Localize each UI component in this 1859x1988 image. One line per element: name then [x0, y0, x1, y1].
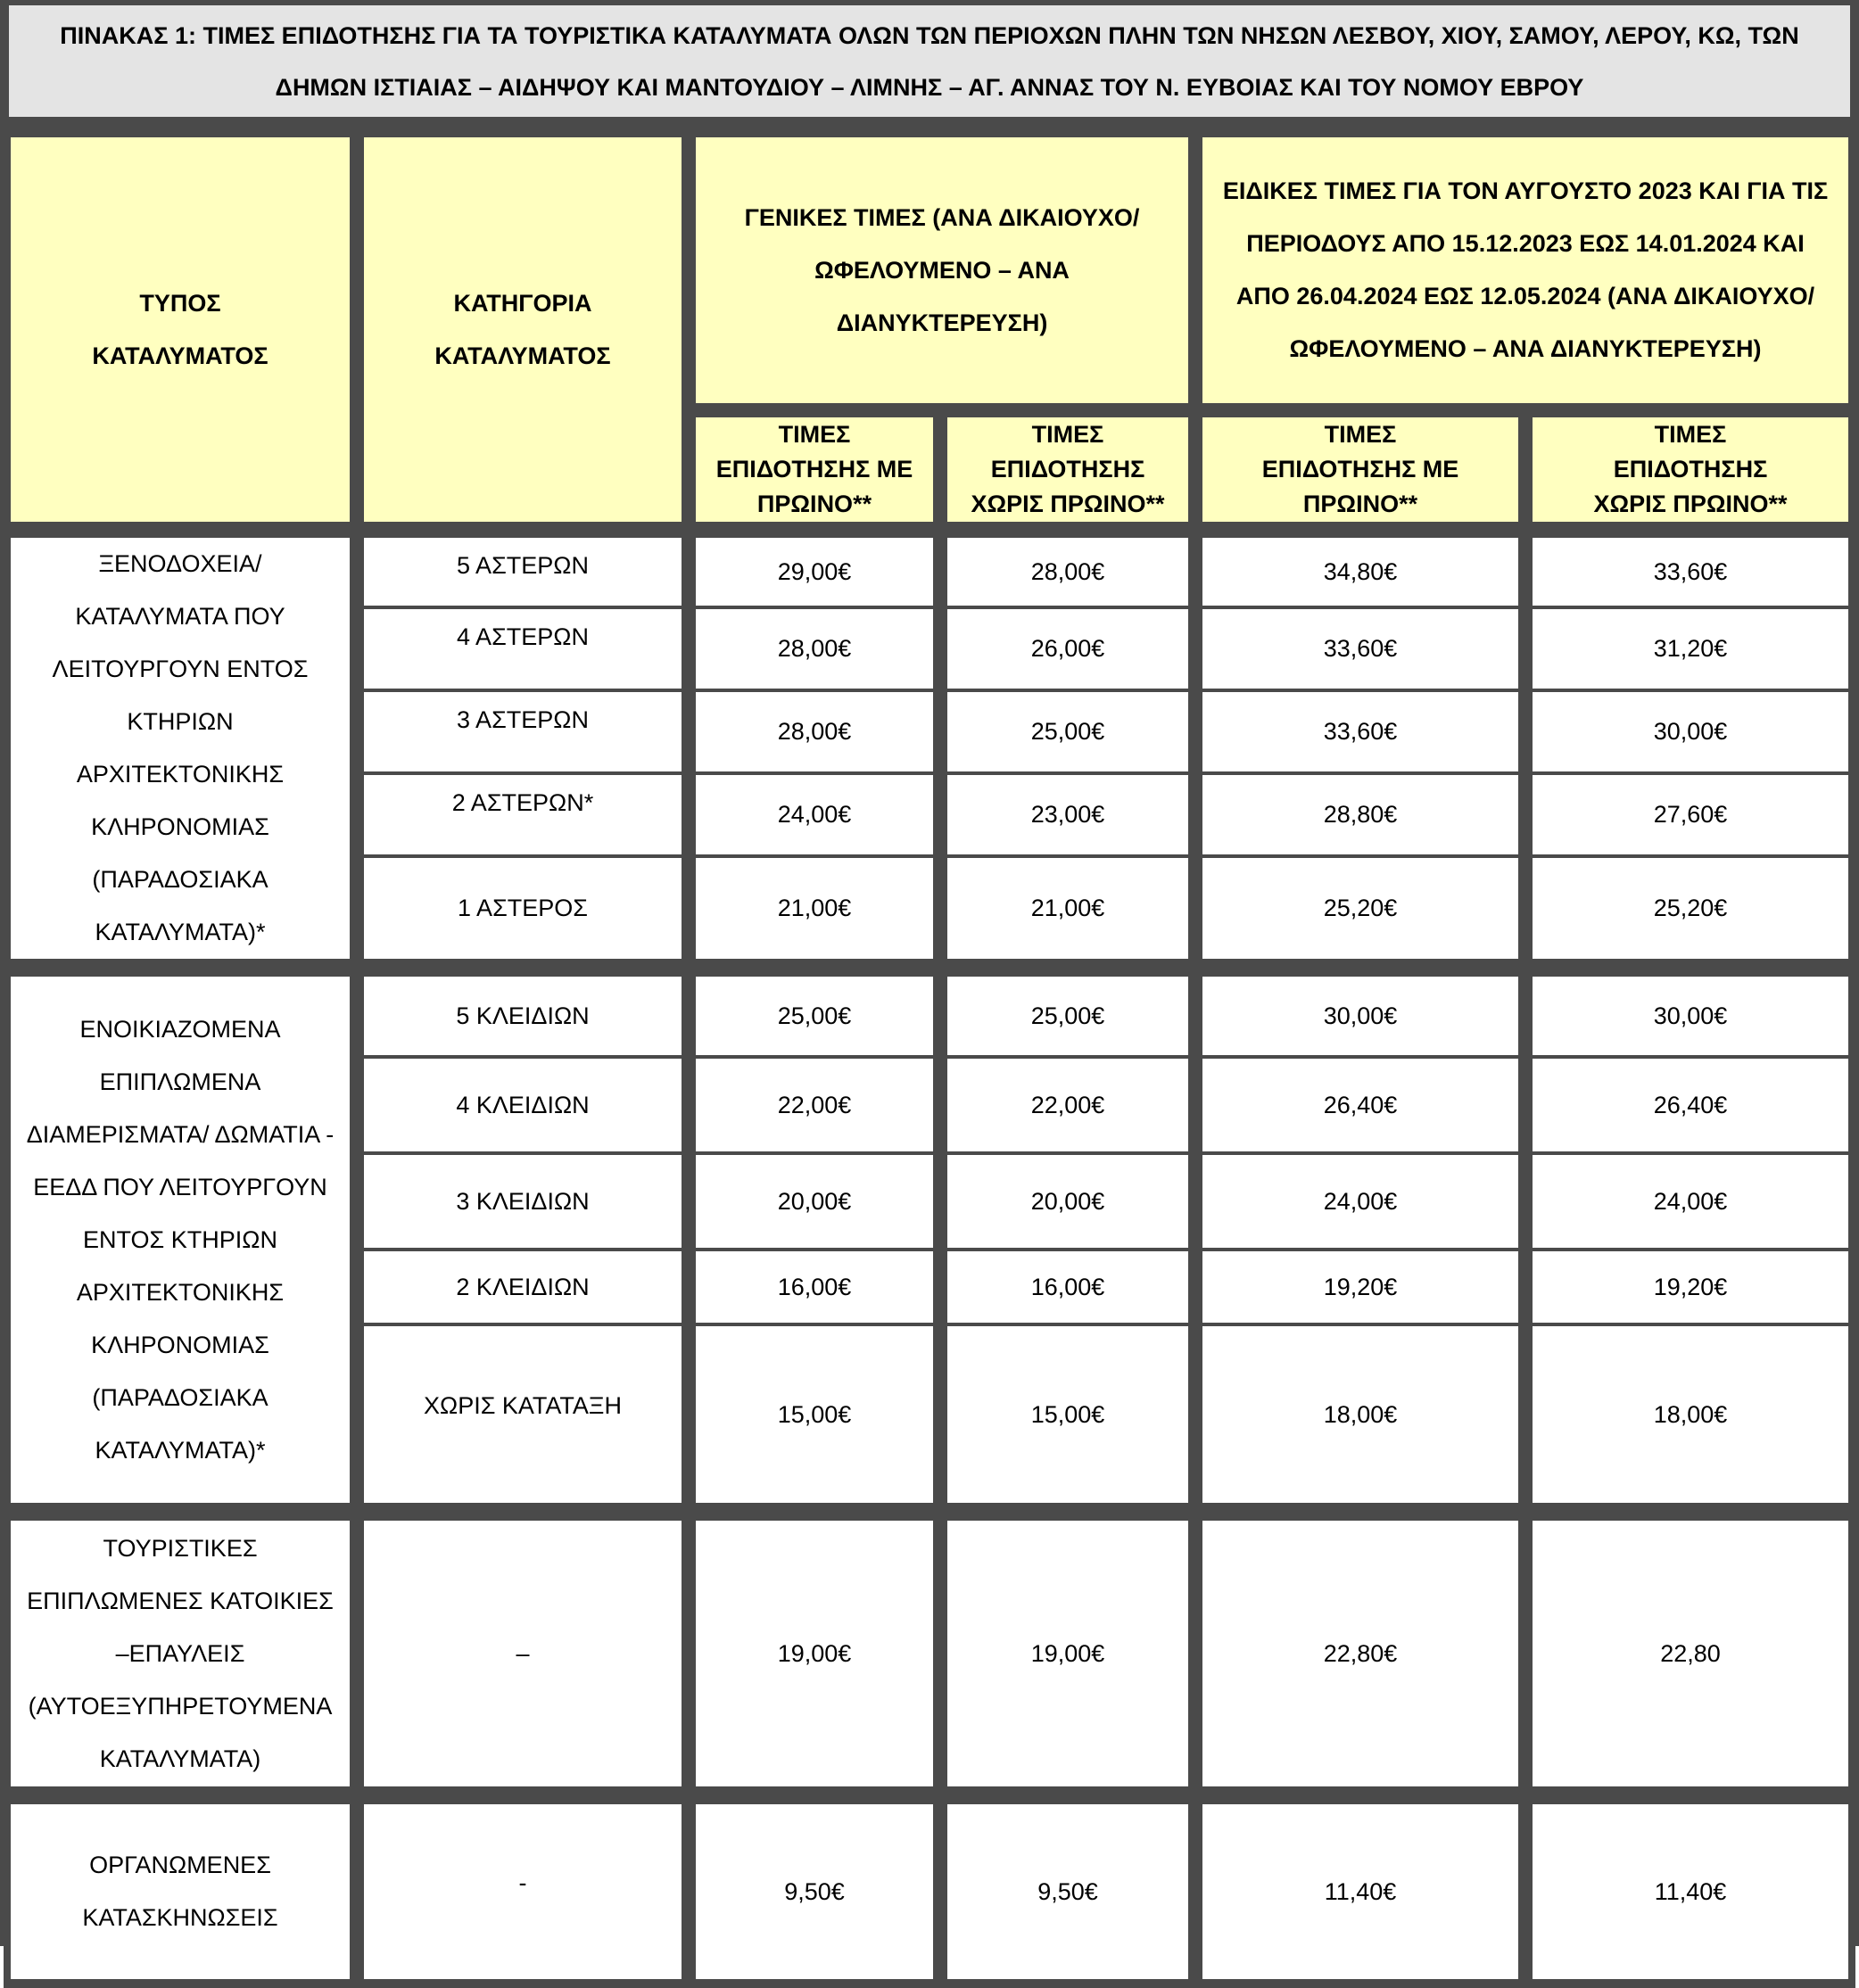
- category-cell: ΧΩΡΙΣ ΚΑΤΑΤΑΞΗ: [357, 1324, 689, 1512]
- table-title-box: [9, 5, 1850, 117]
- price-general-without-breakfast: 19,00€: [940, 1512, 1195, 1795]
- category-cell: 3 ΚΛΕΙΔΙΩΝ: [357, 1153, 689, 1250]
- price-general-without-breakfast: 22,00€: [940, 1057, 1195, 1153]
- category-cell: 2 ΚΛΕΙΔΙΩΝ: [357, 1250, 689, 1324]
- price-special-without-breakfast: 31,20€: [1525, 607, 1855, 690]
- header-general-with-breakfast: ΤΙΜΕΣ ΕΠΙΔΟΤΗΣΗΣ ΜΕ ΠΡΩΙΝΟ**: [689, 410, 940, 529]
- category-cell: 2 ΑΣΤΕΡΩΝ*: [357, 773, 689, 856]
- header-special-prices: ΕΙΔΙΚΕΣ ΤΙΜΕΣ ΓΙΑ ΤΟΝ ΑΥΓΟΥΣΤΟ 2023 ΚΑΙ ΓΙΑ ΤΙΣ ΠΕΡΙΟΔΟΥΣ ΑΠΟ 15.12.2023 ΕΩΣ 14.01.2024 ΚΑΙ ΑΠΟ 26.04.2024 ΕΩΣ 12.05.2024 (ΑΝΑ ΔΙΚΑΙΟΥΧΟ/ΩΦΕΛΟΥΜΕΝΟ – ΑΝΑ ΔΙΑΝΥΚΤΕΡΕΥΣΗ): [1195, 130, 1855, 410]
- category-cell: 5 ΚΛΕΙΔΙΩΝ: [357, 968, 689, 1057]
- price-special-without-breakfast: 18,00€: [1525, 1324, 1855, 1512]
- category-cell: 5 ΑΣΤΕΡΩΝ: [357, 529, 689, 607]
- price-general-without-breakfast: 23,00€: [940, 773, 1195, 856]
- price-general-without-breakfast: 25,00€: [940, 690, 1195, 773]
- accommodation-type-hotels: ΞΕΝΟΔΟΧΕΙΑ/ ΚΑΤΑΛΥΜΑΤΑ ΠΟΥ ΛΕΙΤΟΥΡΓΟΥΝ ΕΝΤΟΣ ΚΤΗΡΙΩΝ ΑΡΧΙΤΕΚΤΟΝΙΚΗΣ ΚΛΗΡΟΝΟΜΙΑΣ (ΠΑΡΑΔΟΣΙΑΚΑ ΚΑΤΑΛΥΜΑΤΑ)*: [4, 529, 357, 968]
- price-general-with-breakfast: 15,00€: [689, 1324, 940, 1512]
- category-cell: –: [357, 1512, 689, 1795]
- table-row: [4, 968, 1855, 1057]
- price-general-without-breakfast: 16,00€: [940, 1250, 1195, 1324]
- price-special-without-breakfast: 25,20€: [1525, 856, 1855, 968]
- price-general-with-breakfast: 16,00€: [689, 1250, 940, 1324]
- table-row: [4, 529, 1855, 607]
- header-general-without-breakfast: ΤΙΜΕΣ ΕΠΙΔΟΤΗΣΗΣ ΧΩΡΙΣ ΠΡΩΙΝΟ**: [940, 410, 1195, 529]
- price-general-with-breakfast: 22,00€: [689, 1057, 940, 1153]
- price-special-without-breakfast: 30,00€: [1525, 968, 1855, 1057]
- table-row: [4, 1512, 1855, 1795]
- header-type: ΤΥΠΟΣ ΚΑΤΑΛΥΜΑΤΟΣ: [4, 130, 357, 529]
- price-general-without-breakfast: 9,50€: [940, 1795, 1195, 1988]
- price-special-with-breakfast: 26,40€: [1195, 1057, 1525, 1153]
- price-special-with-breakfast: 28,80€: [1195, 773, 1525, 856]
- price-special-without-breakfast: 24,00€: [1525, 1153, 1855, 1250]
- category-cell: 1 ΑΣΤΕΡΟΣ: [357, 856, 689, 968]
- price-special-with-breakfast: 11,40€: [1195, 1795, 1525, 1988]
- price-general-with-breakfast: 24,00€: [689, 773, 940, 856]
- price-special-with-breakfast: 24,00€: [1195, 1153, 1525, 1250]
- category-cell: -: [357, 1795, 689, 1988]
- price-general-with-breakfast: 25,00€: [689, 968, 940, 1057]
- price-general-without-breakfast: 26,00€: [940, 607, 1195, 690]
- price-special-with-breakfast: 18,00€: [1195, 1324, 1525, 1512]
- price-special-with-breakfast: 34,80€: [1195, 529, 1525, 607]
- category-cell: 4 ΑΣΤΕΡΩΝ: [357, 607, 689, 690]
- header-category: ΚΑΤΗΓΟΡΙΑ ΚΑΤΑΛΥΜΑΤΟΣ: [357, 130, 689, 529]
- price-general-without-breakfast: 21,00€: [940, 856, 1195, 968]
- accommodation-type-campsites: ΟΡΓΑΝΩΜΕΝΕΣ ΚΑΤΑΣΚΗΝΩΣΕΙΣ: [4, 1795, 357, 1988]
- price-general-without-breakfast: 28,00€: [940, 529, 1195, 607]
- price-special-with-breakfast: 19,20€: [1195, 1250, 1525, 1324]
- price-special-with-breakfast: 30,00€: [1195, 968, 1525, 1057]
- price-special-with-breakfast: 33,60€: [1195, 690, 1525, 773]
- category-cell: 4 ΚΛΕΙΔΙΩΝ: [357, 1057, 689, 1153]
- price-special-with-breakfast: 25,20€: [1195, 856, 1525, 968]
- price-special-without-breakfast: 27,60€: [1525, 773, 1855, 856]
- price-special-without-breakfast: 26,40€: [1525, 1057, 1855, 1153]
- price-general-without-breakfast: 25,00€: [940, 968, 1195, 1057]
- header-special-with-breakfast: ΤΙΜΕΣ ΕΠΙΔΟΤΗΣΗΣ ΜΕ ΠΡΩΙΝΟ**: [1195, 410, 1525, 529]
- price-general-without-breakfast: 20,00€: [940, 1153, 1195, 1250]
- price-general-with-breakfast: 9,50€: [689, 1795, 940, 1988]
- price-special-without-breakfast: 33,60€: [1525, 529, 1855, 607]
- header-row-top: [4, 130, 1855, 410]
- price-special-without-breakfast: 11,40€: [1525, 1795, 1855, 1988]
- price-special-with-breakfast: 33,60€: [1195, 607, 1525, 690]
- price-general-with-breakfast: 28,00€: [689, 607, 940, 690]
- price-general-with-breakfast: 20,00€: [689, 1153, 940, 1250]
- price-special-without-breakfast: 30,00€: [1525, 690, 1855, 773]
- category-cell: 3 ΑΣΤΕΡΩΝ: [357, 690, 689, 773]
- table-title: ΠΙΝΑΚΑΣ 1: ΤΙΜΕΣ ΕΠΙΔΟΤΗΣΗΣ ΓΙΑ ΤΑ ΤΟΥΡΙΣΤΙΚΑ ΚΑΤΑΛΥΜΑΤΑ ΟΛΩΝ ΤΩΝ ΠΕΡΙΟΧΩΝ ΠΛΗΝ ΤΩΝ ΝΗΣΩΝ ΛΕΣΒΟΥ, ΧΙΟΥ, ΣΑΜΟΥ, ΛΕΡΟΥ, ΚΩ, ΤΩΝ ΔΗΜΩΝ ΙΣΤΙΑΙΑΣ – ΑΙΔΗΨΟΥ ΚΑΙ ΜΑΝΤΟΥΔΙΟΥ – ΛΙΜΝΗΣ – ΑΓ. ΑΝΝΑΣ ΤΟΥ Ν. ΕΥΒΟΙΑΣ ΚΑΙ ΤΟΥ ΝΟΜΟΥ ΕΒΡΟΥ: [60, 21, 1799, 101]
- table-row: [4, 1795, 1855, 1988]
- accommodation-type-villas: ΤΟΥΡΙΣΤΙΚΕΣ ΕΠΙΠΛΩΜΕΝΕΣ ΚΑΤΟΙΚΙΕΣ –ΕΠΑΥΛΕΙΣ (ΑΥΤΟΕΞΥΠΗΡΕΤΟΥΜΕΝΑ ΚΑΤΑΛΥΜΑΤΑ): [4, 1512, 357, 1795]
- price-special-without-breakfast: 22,80: [1525, 1512, 1855, 1795]
- price-general-with-breakfast: 19,00€: [689, 1512, 940, 1795]
- price-general-without-breakfast: 15,00€: [940, 1324, 1195, 1512]
- price-special-with-breakfast: 22,80€: [1195, 1512, 1525, 1795]
- price-special-without-breakfast: 19,20€: [1525, 1250, 1855, 1324]
- price-general-with-breakfast: 21,00€: [689, 856, 940, 968]
- accommodation-type-rooms: ΕΝΟΙΚΙΑΖΟΜΕΝΑ ΕΠΙΠΛΩΜΕΝΑ ΔΙΑΜΕΡΙΣΜΑΤΑ/ ΔΩΜΑΤΙΑ - ΕΕΔΔ ΠΟΥ ΛΕΙΤΟΥΡΓΟΥΝ ΕΝΤΟΣ ΚΤΗΡΙΩΝ ΑΡΧΙΤΕΚΤΟΝΙΚΗΣ ΚΛΗΡΟΝΟΜΙΑΣ (ΠΑΡΑΔΟΣΙΑΚΑ ΚΑΤΑΛΥΜΑΤΑ)*: [4, 968, 357, 1512]
- price-general-with-breakfast: 28,00€: [689, 690, 940, 773]
- header-general-prices: ΓΕΝΙΚΕΣ ΤΙΜΕΣ (ΑΝΑ ΔΙΚΑΙΟΥΧΟ/ΩΦΕΛΟΥΜΕΝΟ – ΑΝΑ ΔΙΑΝΥΚΤΕΡΕΥΣΗ): [689, 130, 1195, 410]
- subsidy-rates-table: [4, 130, 1855, 1988]
- price-general-with-breakfast: 29,00€: [689, 529, 940, 607]
- header-special-without-breakfast: ΤΙΜΕΣ ΕΠΙΔΟΤΗΣΗΣ ΧΩΡΙΣ ΠΡΩΙΝΟ**: [1525, 410, 1855, 529]
